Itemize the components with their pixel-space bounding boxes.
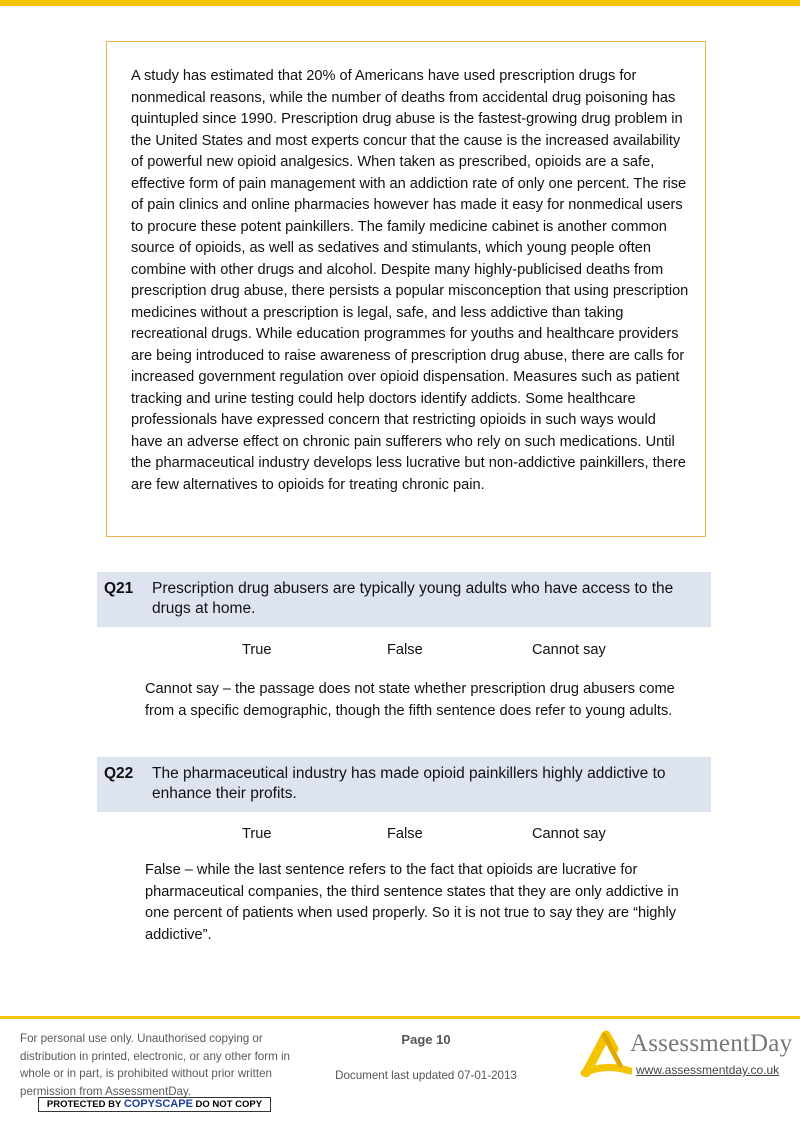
copyscape-badge[interactable]	[38, 1097, 271, 1112]
question-text: Prescription drug abusers are typically young adults who have access to the drugs at home.	[152, 580, 674, 617]
question-22-answer: False – while the last sentence refers to the fact that opioids are lucrative for pharmaceutical companies, the third sentence states that they are only addictive in one percent of patients when used properly. So it is not true to say they are “highly addictive”.	[145, 862, 679, 943]
option-true[interactable]: True	[242, 642, 272, 658]
footer-accent-rule	[0, 1016, 800, 1019]
question-21-bar	[97, 572, 711, 627]
option-false[interactable]: False	[387, 826, 423, 842]
page-number: Page 10	[401, 1032, 451, 1047]
last-updated: Document last updated 07-01-2013	[335, 1069, 517, 1082]
logo-wordmark: AssessmentDay	[630, 1030, 793, 1057]
option-false[interactable]: False	[387, 642, 423, 658]
copyscape-brand: COPYSCAPE	[123, 1098, 193, 1110]
question-21-answer: Cannot say – the passage does not state whether prescription drug abusers come from a specific demographic, though the fifth sentence does refer to young adults.	[145, 681, 675, 719]
option-cannot-say[interactable]: Cannot say	[532, 642, 606, 658]
option-true[interactable]: True	[242, 826, 272, 842]
option-cannot-say[interactable]: Cannot say	[532, 826, 606, 842]
question-21-options	[0, 642, 800, 662]
question-22-options	[0, 826, 800, 846]
copyright-notice: For personal use only. Unauthorised copying or distribution in printed, electronic, or any other form in whole or in part, is prohibited without prior written permission from AssessmentDay.	[20, 1032, 291, 1098]
copyscape-left-text: PROTECTED BY	[46, 1099, 122, 1110]
question-text: The pharmaceutical industry has made opioid painkillers highly addictive to enhance their profits.	[152, 765, 666, 802]
website-link[interactable]: www.assessmentday.co.uk	[636, 1063, 780, 1077]
question-22-bar	[97, 757, 711, 812]
passage-box	[106, 41, 706, 537]
question-number: Q22	[104, 765, 134, 782]
copyscape-right-text: DO NOT COPY	[195, 1099, 263, 1110]
passage-text: A study has estimated that 20% of Americans have used prescription drugs for nonmedical reasons, while the number of deaths from accidental drug poisoning has quintupled since 1990. Prescription drug abuse is the fastest-growing drug problem in the United States and most experts concur that the cause is the increased availability of powerful new opioid analgesics. When taken as prescribed, opioids are a safe, effective form of pain management with an addiction rate of only one percent. The rise of pain clinics and online pharmacies however has made it easy for nonmedical users to procure these potent painkillers. The family medicine cabinet is another common source of opioids, as well as sedatives and stimulants, which young people often combine with other drugs and alcohol. Despite many highly-publicised deaths from prescription drug abuse, there persists a popular misconception that using prescription medicines without a prescription is legal, safe, and less addictive than taking recreational drugs. While education programmes for youths and healthcare providers are being introduced to raise awareness of prescription drug abuse, there are calls for increased government regulation over opioid dispensation. Measures such as patient tracking and urine testing could help doctors identify addicts. Some healthcare professionals have expressed concern that restricting opioids in such ways would have an adverse effect on chronic pain sufferers who rely on such medications. Until the pharmaceutical industry develops less lucrative but non-addictive painkillers, there are few alternatives to opioids for treating chronic pain.	[131, 68, 689, 493]
top-accent-rule	[0, 0, 800, 6]
assessmentday-logo-icon	[580, 1029, 632, 1077]
question-number: Q21	[104, 580, 134, 597]
